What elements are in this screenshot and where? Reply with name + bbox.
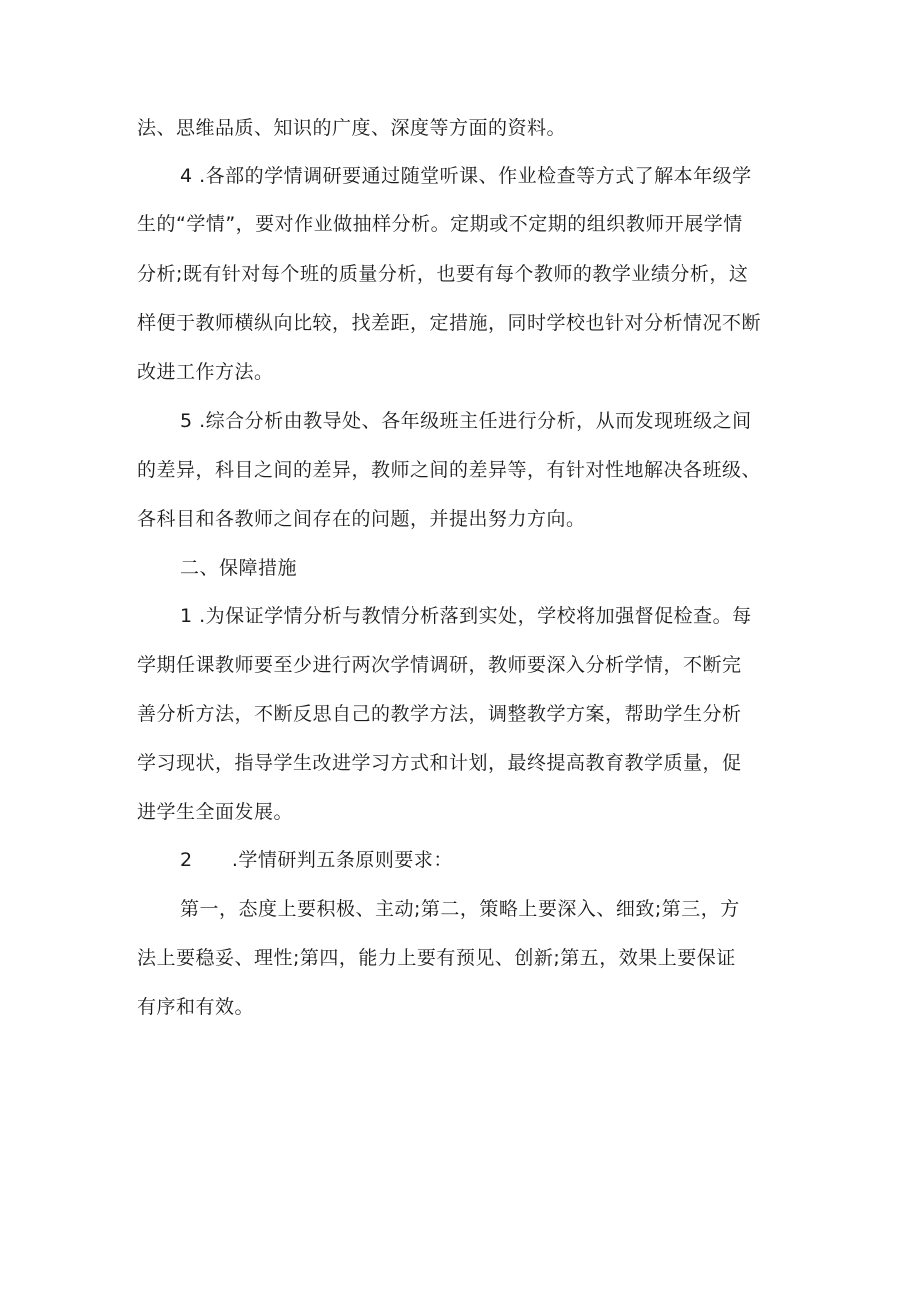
text-line-item-4: 4 .各部的学情调研要通过随堂听课、作业检查等方式了解本年级学	[180, 165, 752, 187]
text-line: 法上要稳妥、理性;第四，能力上要有预见、创新;第五，效果上要保证	[137, 947, 736, 969]
text-line-item-5: 5 .综合分析由教导处、各年级班主任进行分析，从而发现班级之间	[180, 410, 752, 432]
text-line: 样便于教师横纵向比较，找差距，定措施，同时学校也针对分析情况不断	[137, 312, 762, 334]
text-line: 改进工作方法。	[137, 361, 274, 383]
text-line: 进学生全面发展。	[137, 801, 294, 823]
text-line: 有序和有效。	[137, 996, 255, 1018]
text-line-item-2: 2 .学情研判五条原则要求：	[180, 849, 453, 871]
text-line: 法、思维品质、知识的广度、深度等方面的资料。	[137, 117, 567, 139]
section-heading: 二、保障措施	[180, 557, 298, 579]
text-line: 第一，态度上要积极、主动;第二，策略上要深入、细致;第三，方	[180, 898, 740, 920]
text-line: 各科目和各教师之间存在的问题，并提出努力方向。	[137, 508, 586, 530]
text-line: 的差异，科目之间的差异，教师之间的差异等，有针对性地解决各班级、	[137, 459, 762, 481]
text-line: 学期任课教师要至少进行两次学情调研，教师要深入分析学情，不断完	[137, 654, 742, 676]
text-line: 分析;既有针对每个班的质量分析，也要有每个教师的教学业绩分析，这	[137, 263, 749, 285]
text-line: 学习现状，指导学生改进学习方式和计划，最终提高教育教学质量，促	[137, 752, 742, 774]
text-line: 善分析方法，不断反思自己的教学方法，调整教学方案，帮助学生分析	[137, 703, 742, 725]
text-line-item-1: 1 .为保证学情分析与教情分析落到实处，学校将加强督促检查。每	[180, 605, 752, 627]
text-line: 生的“学情”，要对作业做抽样分析。定期或不定期的组织教师开展学情	[137, 213, 743, 235]
